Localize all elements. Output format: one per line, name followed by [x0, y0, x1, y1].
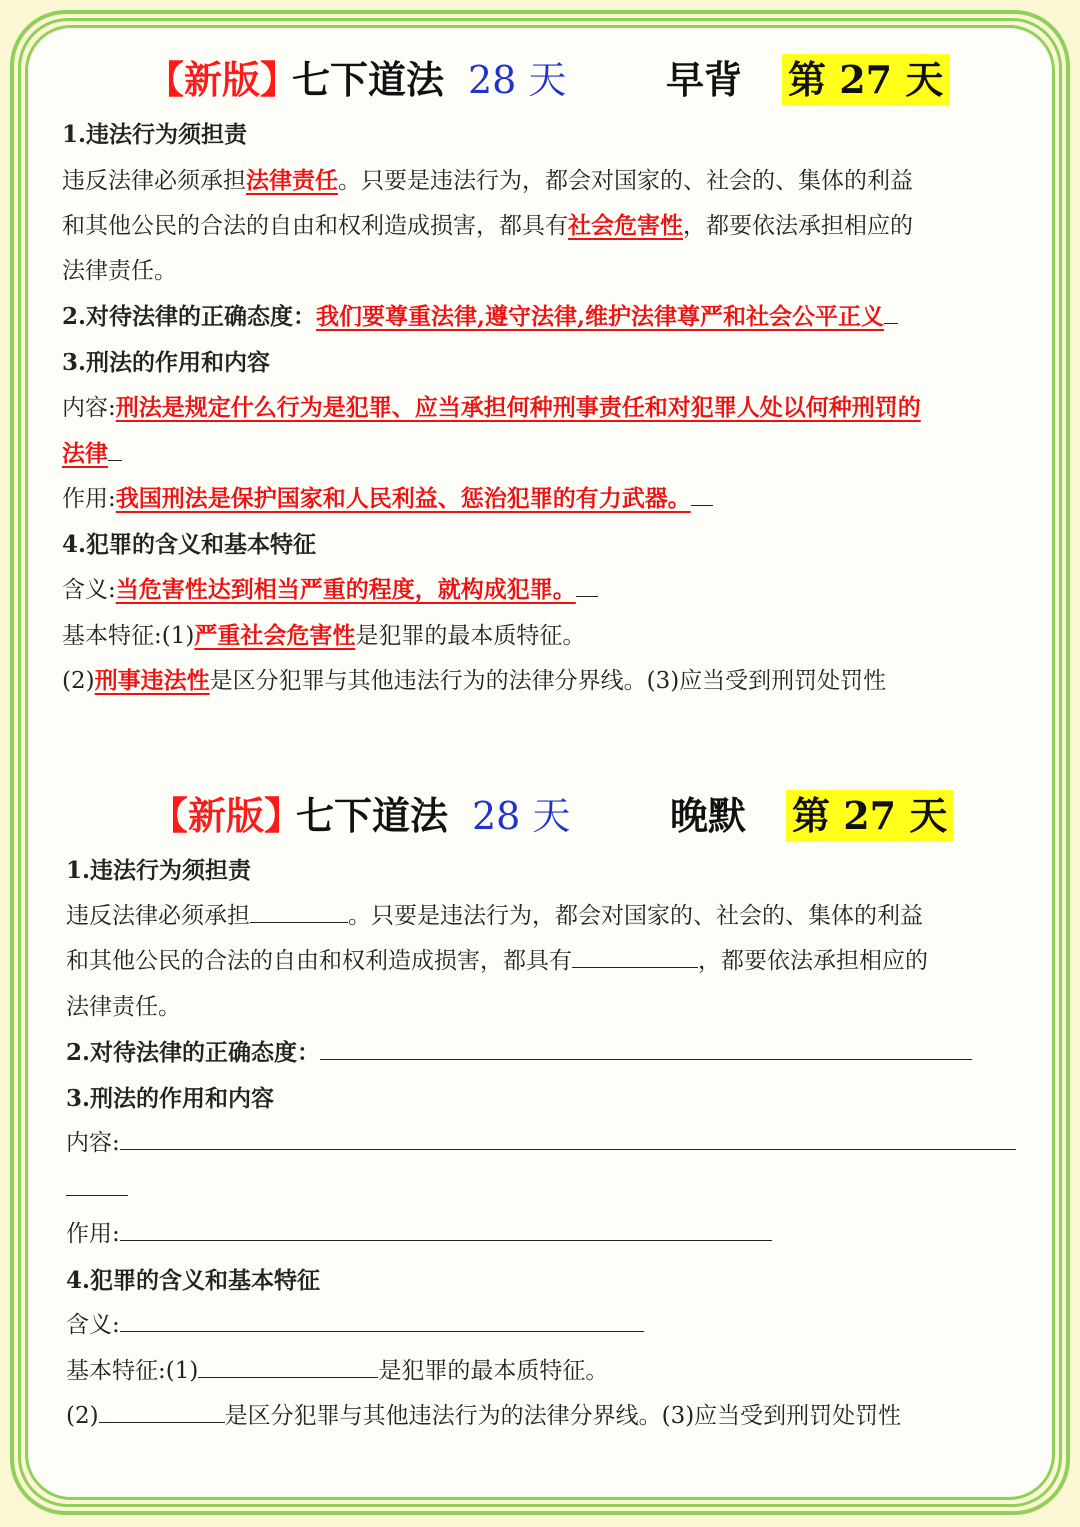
s4-heading: 4.犯罪的含义和基本特征 — [62, 530, 317, 558]
s1-line2: 和其他公民的合法的自由和权利造成损害，都具有 ，都要依法承担相应的 — [66, 939, 1036, 985]
title-subject: 七下道法 — [296, 793, 449, 838]
s4-heading: 4.犯罪的含义和基本特征 — [66, 1266, 321, 1294]
title-days: 28 天 — [472, 794, 571, 838]
s4-feature-line2: (2) 是区分犯罪与其他违法行为的法律分界线。(3)应当受到刑罚处罚性 — [66, 1394, 1036, 1440]
s3-content-line2 — [66, 1167, 1036, 1213]
blank-1[interactable] — [250, 896, 348, 922]
blank-7[interactable] — [120, 1306, 644, 1332]
s3-use-line: 作用: — [66, 1212, 1036, 1258]
evening-title — [66, 784, 1036, 848]
s3-content-line1: 内容:刑法是规定什么行为是犯罪、应当承担何种刑事责任和对犯罪人处以何种刑罚的 — [62, 394, 921, 421]
title-subject: 七下道法 — [292, 57, 445, 102]
s4-meaning-line: 含义:当危害性达到相当严重的程度，就构成犯罪。 — [62, 567, 1032, 613]
title-bracket: 【新版】 — [150, 793, 303, 838]
blank-6[interactable] — [120, 1215, 772, 1241]
s3-content-line1: 内容: — [66, 1121, 1036, 1167]
s2-line: 2.对待法律的正确态度： — [66, 1030, 1036, 1076]
s4-feature-line2: (2)刑事违法性是区分犯罪与其他违法行为的法律分界线。(3)应当受到刑罚处罚性 — [62, 667, 887, 694]
title-day-badge: 第 27 天 — [782, 54, 949, 106]
evening-section — [66, 784, 1036, 1440]
s1-line3: 法律责任。 — [66, 993, 181, 1020]
title-kind: 晚默 — [670, 793, 747, 838]
title-days: 28 天 — [468, 58, 567, 102]
blank-5[interactable] — [66, 1169, 128, 1195]
s1-line1: 违反法律必须承担法律责任。只要是违法行为，都会对国家的、社会的、集体的利益 — [62, 166, 913, 194]
s2-line: 2.对待法律的正确态度：我们要尊重法律,遵守法律,维护法律尊严和社会公平正义 — [62, 294, 1032, 340]
s4-meaning-line: 含义: — [66, 1303, 1036, 1349]
blank-9[interactable] — [99, 1397, 225, 1423]
morning-title — [62, 48, 1032, 112]
blank-3[interactable] — [320, 1034, 972, 1060]
s3-use-line: 作用:我国刑法是保护国家和人民利益、惩治犯罪的有力武器。 — [62, 476, 1032, 522]
s1-line2: 和其他公民的合法的自由和权利造成损害，都具有社会危害性，都要依法承担相应的 — [62, 212, 913, 239]
s1-heading: 1.违法行为须担责 — [66, 857, 252, 884]
s3-heading: 3.刑法的作用和内容 — [66, 1084, 275, 1112]
s1-line3: 法律责任。 — [62, 257, 177, 284]
title-day-badge: 第 27 天 — [786, 790, 953, 842]
s1-heading: 1.违法行为须担责 — [62, 121, 248, 148]
blank-8[interactable] — [198, 1351, 378, 1377]
s3-content-line2: 法律 — [62, 431, 1032, 477]
s4-feature-line1: 基本特征:(1)严重社会危害性是犯罪的最本质特征。 — [62, 621, 586, 649]
title-bracket: 【新版】 — [146, 57, 299, 102]
s1-line1: 违反法律必须承担 。只要是违法行为，都会对国家的、社会的、集体的利益 — [66, 894, 1036, 940]
blank-2[interactable] — [572, 942, 698, 968]
s3-heading: 3.刑法的作用和内容 — [62, 348, 271, 376]
title-kind: 早背 — [666, 57, 743, 102]
morning-section — [62, 48, 1032, 704]
blank-4[interactable] — [120, 1124, 1016, 1150]
s4-feature-line1: 基本特征:(1) 是犯罪的最本质特征。 — [66, 1349, 1036, 1395]
